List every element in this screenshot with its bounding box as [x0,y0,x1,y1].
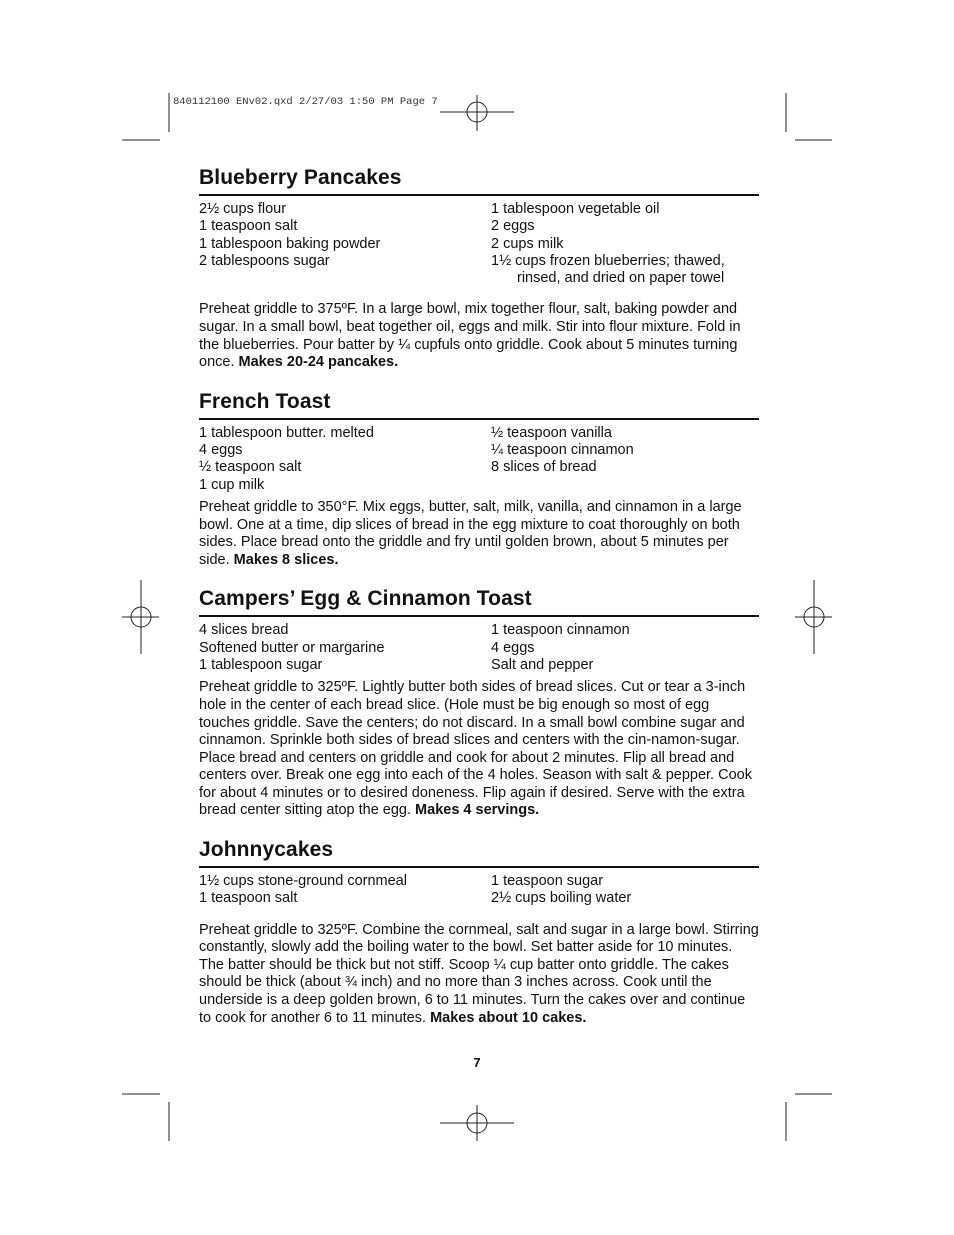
recipe-method [199,301,759,371]
recipe-french-toast [199,388,759,570]
ingredient-item: 4 eggs [199,442,243,459]
ingredient-list [199,201,759,287]
ingredient-item: 4 slices bread [199,622,289,639]
recipe-yield: Makes 4 servings. [415,802,540,819]
ingredient-column-left [199,201,491,287]
title-rule [199,194,759,196]
registration-mark-left [122,580,159,654]
ingredient-list [199,873,759,908]
crop-mark-bottom-right [786,1094,832,1141]
title-rule [199,866,759,868]
crop-mark-bottom-left [122,1094,169,1141]
ingredient-item: 2 tablespoons sugar [199,252,330,269]
recipe-campers-egg-cinnamon-toast [199,585,759,820]
ingredient-item: 1½ cups stone-ground cornmeal [199,873,407,890]
ingredient-column-right [491,425,759,494]
ingredient-item: ½ teaspoon salt [199,459,302,476]
title-rule [199,418,759,420]
recipe-method [199,679,759,820]
ingredient-item: 1 tablespoon baking powder [199,235,381,252]
recipe-title: Blueberry Pancakes [199,166,402,189]
ingredient-column-right [491,873,759,908]
ingredient-item: 1 teaspoon sugar [491,873,604,890]
registration-mark-bottom [440,1105,514,1141]
recipe-johnnycakes [199,836,759,1027]
recipe-yield: Makes about 10 cakes. [430,1009,587,1026]
recipe-yield: Makes 20-24 pancakes. [238,354,399,371]
method-text: Preheat griddle to 350°F. Mix eggs, butter, salt, milk, vanilla, and cinnamon in a large bowl. One at a time, dip slices of bread in the egg mixture to coat thoroughly on both sides. Place bread onto the griddle and fry until golden brown, about 5 minutes per side. [199,499,742,568]
page-number: 7 [473,1055,481,1070]
ingredient-list [199,622,759,674]
ingredient-item: 4 eggs [491,639,535,656]
method-text: Preheat griddle to 325ºF. Lightly butter both sides of bread slices. Cut or tear a 3-inch hole in the center of each bread slice. (Hole must be big enough so most of egg touches griddle. Save the centers; do not discard. In a small bowl combine sugar and cinnamon. Sprinkle both sides of bread slices and centers with the cin-namon-sugar. Place bread and centers on griddle and cook for about 2 minutes. Flip all bread and centers over. Break one egg into each of the 4 holes. Season with salt & pepper. Cook for about 4 minutes or to desired doneness. Flip again if desired. Serve with the extra bread center sitting atop the egg. [199,679,752,819]
print-slug-line: 840112100 ENv02.qxd 2/27/03 1:50 PM Page 7 [173,96,438,108]
recipe-blueberry-pancakes [199,164,759,372]
ingredient-column-right [491,622,759,674]
recipe-method [199,499,759,569]
recipe-title: Campers’ Egg & Cinnamon Toast [199,587,532,611]
crop-mark-top-left [122,93,169,140]
ingredient-item: ¼ teaspoon cinnamon [491,442,634,459]
recipe-title: Johnnycakes [199,838,334,862]
method-text: Preheat griddle to 375ºF. In a large bowl, mix together flour, salt, baking powder and sugar. In a small bowl, beat together oil, eggs and milk. Stir into flour mixture. Fold in the blueberries. Pour batter by ¼ cupfuls onto griddle. Cook about 5 minutes turning once. [199,301,741,371]
ingredient-item: Salt and pepper [491,657,594,674]
ingredient-item: 1 teaspoon salt [199,218,298,235]
ingredient-item: 2 cups milk [491,235,564,252]
recipe-method [199,922,759,1028]
ingredient-item: 2½ cups boiling water [491,890,632,907]
ingredient-column-right [491,201,759,287]
ingredient-item: Softened butter or margarine [199,639,385,656]
recipe-page [199,164,759,1027]
ingredient-item: 1 cup milk [199,476,265,493]
ingredient-item: 8 slices of bread [491,459,597,476]
ingredient-item: 1 tablespoon vegetable oil [491,201,660,217]
ingredient-item: 1 tablespoon butter. melted [199,424,374,441]
registration-mark-right [795,580,832,654]
ingredient-item: ½ teaspoon vanilla [491,424,612,441]
ingredient-item: 1 teaspoon salt [199,890,298,907]
crop-mark-top-right [786,93,832,140]
ingredient-item: 1½ cups frozen blueberries; thawed, rinsed, and dried on paper towel [491,252,725,287]
ingredient-item: 2 eggs [491,218,535,235]
title-rule [199,615,759,617]
ingredient-item: 2½ cups flour [199,201,287,217]
recipe-yield: Makes 8 slices. [233,551,339,568]
method-text: Preheat griddle to 325ºF. Combine the cornmeal, salt and sugar in a large bowl. Stirring constantly, slowly add the boiling water to the bowl. Set batter aside for 10 minutes. The batter should be thick but not stiff. Scoop ¼ cup batter onto griddle. The cakes should be thick (about ¾ inch) and no more than 3 inches across. Cook until the underside is a deep golden brown, 6 to 11 minutes. Turn the cakes over and continue to cook for another 6 to 11 minutes. [199,921,759,1026]
ingredient-item: 1 tablespoon sugar [199,657,323,674]
ingredient-column-left [199,425,491,494]
ingredient-list [199,425,759,494]
registration-mark-top [440,95,514,131]
ingredient-column-left [199,622,491,674]
ingredient-item: 1 teaspoon cinnamon [491,622,630,639]
recipe-title: French Toast [199,389,331,413]
ingredient-column-left [199,873,491,908]
